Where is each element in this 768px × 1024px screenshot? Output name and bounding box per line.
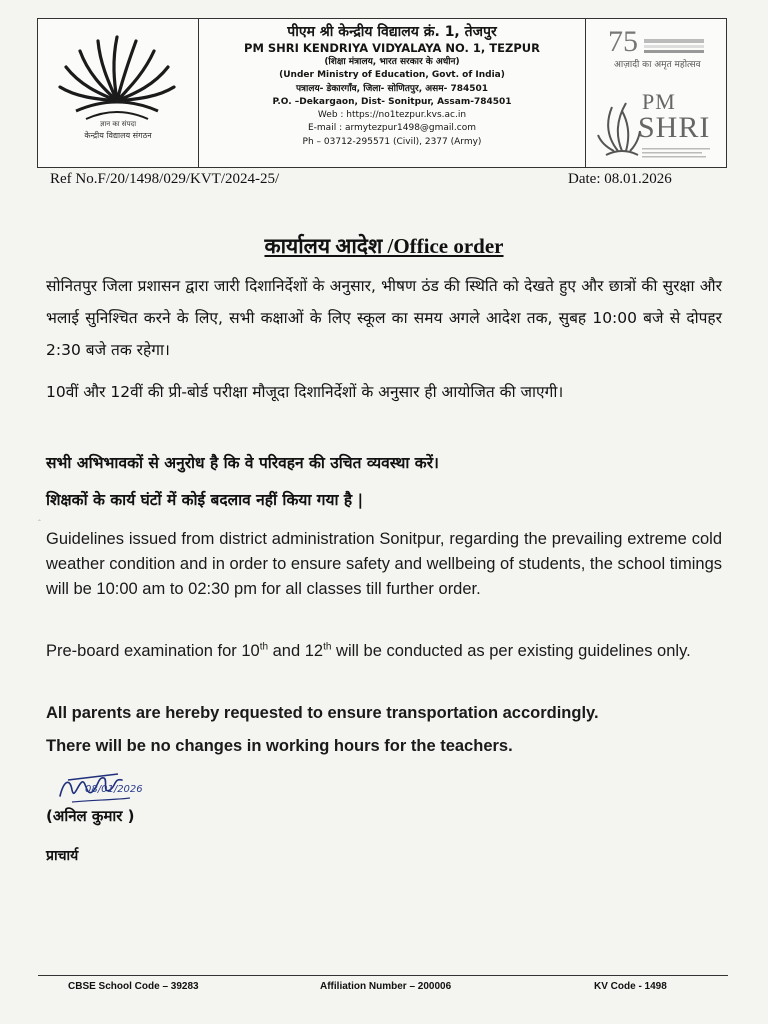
english-paragraph-timings: Guidelines issued from district administration Sonitpur, regarding the prevailing extreme cold weather condition and in order to ensure safety and wellbeing of students, the school timings will be 10:00 am to 02:30 pm for all classes till further order.	[46, 530, 722, 598]
letterhead	[37, 18, 727, 168]
pm-shri-logo-text-shri: SHRI	[638, 111, 711, 144]
hindi-paragraph-preboard: 10वीं और 12वीं की प्री-बोर्ड परीक्षा मौजूदा दिशानिर्देशों के अनुसार ही आयोजित की जाएगी।	[46, 383, 564, 401]
phone: Ph – 03712-295571 (Civil), 2377 (Army)	[302, 136, 482, 147]
preboard-text-3: will be conducted as per existing guidelines only.	[331, 642, 691, 660]
preboard-text-2: and 12	[268, 642, 324, 660]
preboard-sup-1: th	[259, 641, 269, 653]
website: Web : https://no1tezpur.kvs.ac.in	[317, 110, 467, 121]
order-date: Date: 08.01.2026	[568, 171, 672, 187]
hindi-paragraph-parents: सभी अभिभावकों से अनुरोध है कि वे परिवहन की उचित व्यवस्था करें।	[46, 454, 439, 472]
ministry-hindi: (शिक्षा मंत्रालय, भारत सरकार के अधीन)	[324, 57, 460, 67]
reference-number: Ref No.F/20/1498/029/KVT/2024-25/	[50, 171, 280, 187]
kvs-caption-motto: ज्ञान का संपदा	[99, 120, 137, 128]
address-english: P.O. –Dekargaon, Dist- Sonitpur, Assam-784501	[272, 96, 512, 107]
azadi-logo-text: आज़ादी का अमृत महोत्सव	[614, 60, 701, 70]
principal-name: (अनिल कुमार )	[46, 807, 135, 825]
hindi-paragraph-teachers: शिक्षकों के कार्य घंटों में कोई बदलाव नहीं किया गया है |	[46, 491, 364, 509]
letterhead-right	[585, 19, 726, 167]
kvs-caption-name: केन्द्रीय विद्यालय संगठन	[84, 131, 152, 140]
preboard-text-1: Pre-board examination for 10	[46, 642, 260, 660]
english-paragraph-preboard	[46, 639, 722, 664]
english-paragraph-teachers: There will be no changes in working hours for the teachers.	[46, 737, 513, 755]
address-hindi: पत्रालय- डेकारगाँव, जिला- सोणितपुर, असम- 784501	[295, 83, 489, 94]
school-name-hindi: पीएम श्री केन्द्रीय विद्यालय क्रं. 1, तेजपुर	[287, 24, 497, 40]
kvs-logo-icon	[56, 31, 178, 123]
azadi-ka-amrit-mahotsav-logo-icon	[606, 23, 710, 79]
school-name-english: PM SHRI KENDRIYA VIDYALAYA NO. 1, TEZPUR	[244, 41, 540, 55]
principal-designation: प्राचार्य	[46, 848, 79, 864]
page-title: कार्यालय आदेश /Office order	[264, 234, 504, 258]
footer-kv-code: KV Code - 1498	[594, 981, 667, 992]
footer-divider	[38, 975, 728, 976]
footer-cbse-code: CBSE School Code – 39283	[68, 981, 199, 992]
letterhead-left	[38, 19, 199, 167]
english-paragraph-parents: All parents are hereby requested to ensure transportation accordingly.	[46, 704, 599, 722]
hindi-paragraph-timings: सोनितपुर जिला प्रशासन द्वारा जारी दिशानिर्देशों के अनुसार, भीषण ठंड की स्थिति को देखते हुए और छात्रों की सुरक्षा और भलाई सुनिश्चित करने के लिए, सभी कक्षाओं के लिए स्कूल का समय अगले आदेश तक, सुबह 10:00 बजे से दोपहर 2:30 बजे तक रहेगा।	[46, 277, 722, 359]
pm-shri-logo-text-pm: PM	[642, 89, 676, 114]
signature-date: 08/01/2026	[85, 784, 143, 795]
pm-shri-logo-tagline	[642, 147, 712, 160]
azadi-logo-number: 75	[608, 25, 638, 58]
scan-mark: ‸	[38, 512, 41, 521]
ministry-english: (Under Ministry of Education, Govt. of India)	[279, 70, 505, 81]
email: E-mail : armytezpur1498@gmail.com	[307, 123, 476, 134]
letterhead-center	[199, 19, 585, 167]
preboard-sup-2: th	[323, 641, 332, 653]
footer-affiliation-number: Affiliation Number – 200006	[320, 981, 452, 992]
